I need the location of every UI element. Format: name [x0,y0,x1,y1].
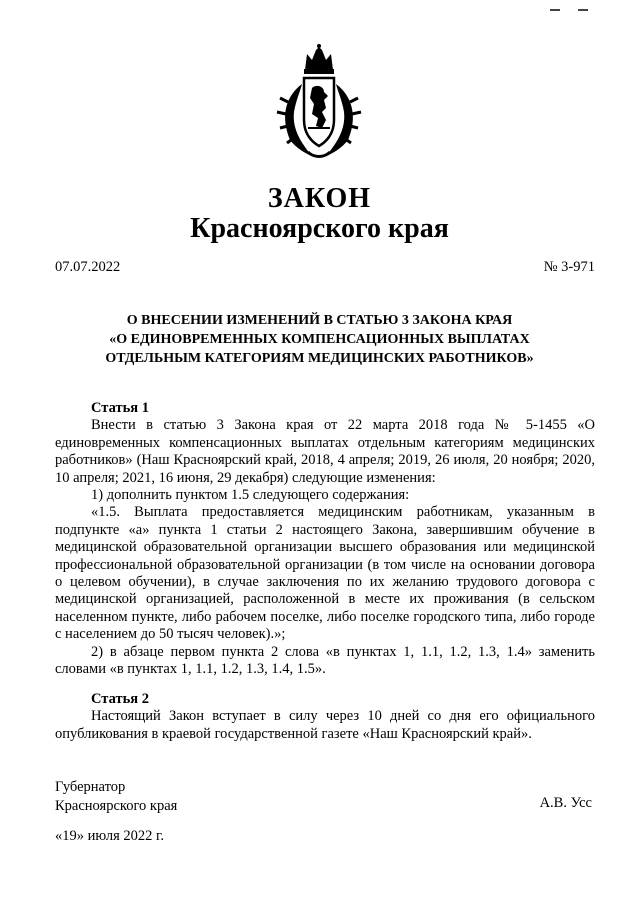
article-title: Статья 1 [91,400,149,416]
signatory-name: А.В. Усс [539,795,592,811]
heading-line: «О ЕДИНОВРЕМЕННЫХ КОМПЕНСАЦИОННЫХ ВЫПЛАТАХ [109,332,530,347]
scan-mark [550,0,590,4]
heading-line: О ВНЕСЕНИИ ИЗМЕНЕНИЙ В СТАТЬЮ 3 ЗАКОНА КРАЯ [126,313,513,328]
law-date: 07.07.2022 [55,259,121,275]
article-title: Статья 2 [91,691,149,707]
law-number: № 3-971 [543,259,595,275]
article-paragraph: 2) в абзаце первом пункта 2 слова «в пунктах 1, 1.1, 1.2, 1.3, 1.4» заменить словами «в пунктах 1, 1.1, 1.2, 1.3, 1.4, 1.5». [55,643,595,678]
heading-line: ОТДЕЛЬНЫМ КАТЕГОРИЯМ МЕДИЦИНСКИХ РАБОТНИКОВ» [105,351,534,366]
article-paragraph: Настоящий Закон вступает в силу через 10 дней со дня его официального опубликования в краевой государственной газете «Наш Красноярский край». [55,708,595,742]
document-title: ЗАКОН [267,183,372,214]
position-line: Красноярского края [55,798,178,814]
law-heading [60,311,579,368]
article-2 [55,691,595,743]
signatory-position [55,778,177,816]
position-line: Губернатор [55,779,126,795]
document-subtitle: Красноярского края [190,213,449,244]
article-1 [55,400,595,679]
article-paragraph: 1) дополнить пунктом 1.5 следующего содержания: [91,487,410,504]
article-paragraph: Внести в статью 3 Закона края от 22 марта 2018 года № 5-1455 «О единовременных компенсационных выплатах отдельным категориям медицинских работников» (Наш Красноярский край, 2018, 4 апреля; 2019, 26 июля, 20 ноября; 2020, 10 апреля; 2021, 16 июня, 29 декабря) следующие изменения: [55,417,595,486]
signing-date: «19» июля 2022 г. [55,828,164,844]
article-paragraph: «1.5. Выплата предоставляется медицинским работникам, указанным в подпункте «а» пункта 1 статьи 2 настоящего Закона, завершившим обучение в медицинской образовательной организации высшего образования или медицинской профессиональной образовательной организации (в том числе на основании договора о целевом обучении), в случае заключения по их желанию трудового договора с медицинской организацией, расположенной в месте их проживания (в сельском населенном пункте, либо рабочем поселке, либо поселке городского типа, либо городе с населением до 50 тысяч человек).»; [55,504,595,643]
krasnoyarsk-coat-of-arms-icon [272,44,366,162]
